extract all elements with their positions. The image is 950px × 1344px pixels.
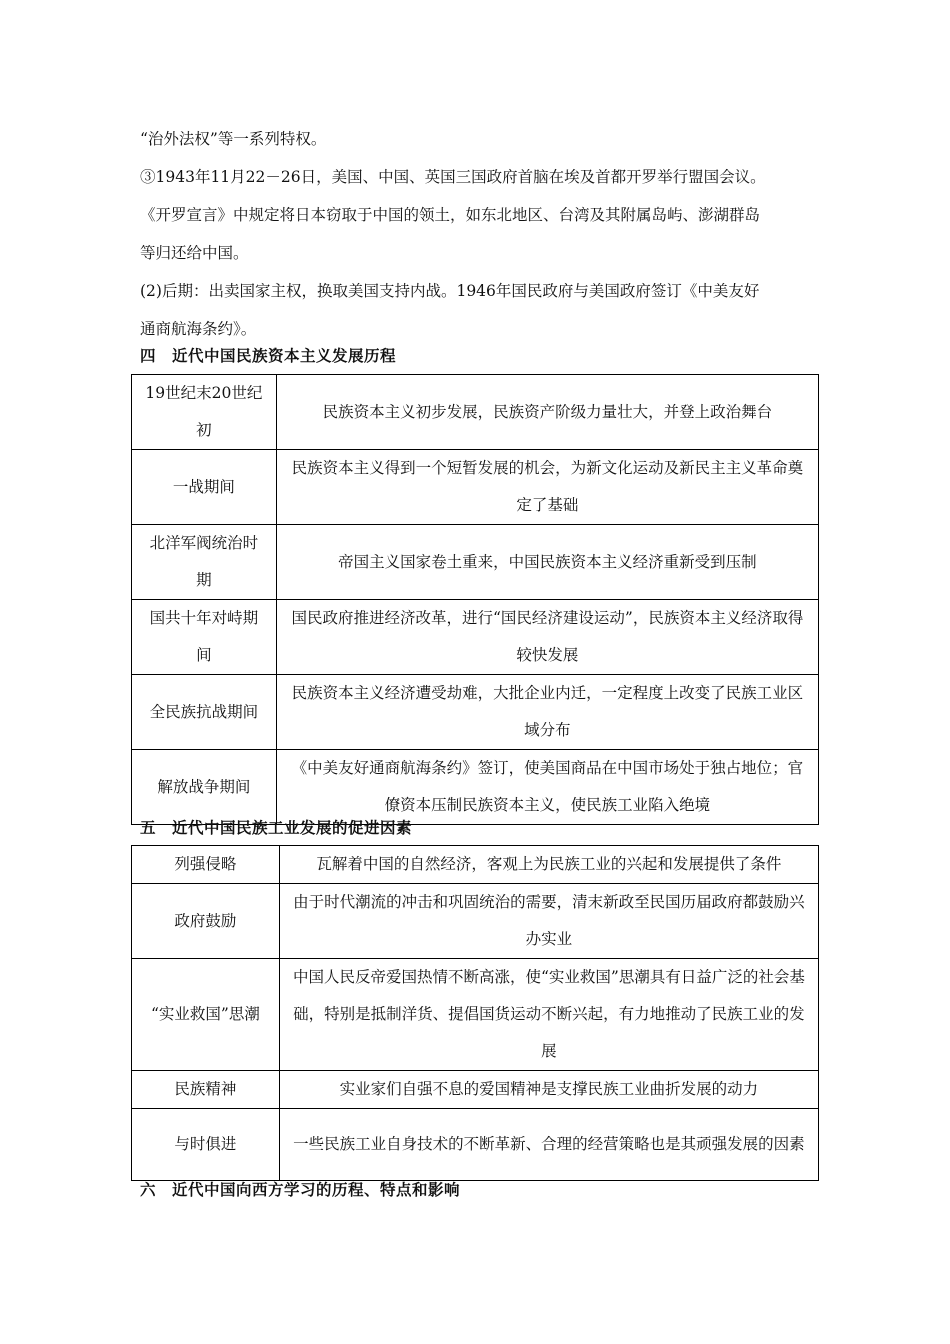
- intro-line: 等归还给中国。: [140, 244, 249, 262]
- intro-line: ③1943年11月22－26日，美国、中国、英国三国政府首脑在埃及首都开罗举行盟国会议。: [140, 168, 766, 186]
- desc-cell: 实业家们自强不息的爱国精神是支撑民族工业曲折发展的动力: [279, 1071, 818, 1109]
- section5-heading: [140, 816, 412, 838]
- section4-heading: [140, 344, 396, 366]
- period-cell: 全民族抗战期间: [132, 675, 277, 750]
- factor-cell: 列强侵略: [132, 846, 280, 884]
- table-row: [132, 375, 819, 450]
- section4-number: 四: [140, 347, 157, 365]
- desc-cell: 国民政府推进经济改革，进行“国民经济建设运动”，民族资本主义经济取得较快发展: [276, 600, 818, 675]
- table-row: [132, 675, 819, 750]
- period-cell: 19世纪末20世纪初: [132, 375, 277, 450]
- factor-cell: “实业救国”思潮: [132, 959, 280, 1071]
- desc-cell: 民族资本主义经济遭受劫难，大批企业内迁，一定程度上改变了民族工业区域分布: [276, 675, 818, 750]
- intro-line: (2)后期：出卖国家主权，换取美国支持内战。1946年国民政府与美国政府签订《中美友好: [140, 282, 760, 300]
- section4-title: 近代中国民族资本主义发展历程: [172, 347, 397, 365]
- desc-cell: 《中美友好通商航海条约》签订，使美国商品在中国市场处于独占地位；官僚资本压制民族资本主义，使民族工业陷入绝境: [276, 750, 818, 825]
- period-cell: 解放战争期间: [132, 750, 277, 825]
- period-cell: 北洋军阀统治时期: [132, 525, 277, 600]
- section6-number: 六: [140, 1181, 157, 1199]
- intro-paragraph: [140, 120, 830, 348]
- intro-line: “治外法权”等一系列特权。: [140, 130, 327, 148]
- capitalism-history-table: [131, 374, 819, 825]
- section5-title: 近代中国民族工业发展的促进因素: [172, 819, 413, 837]
- factor-cell: 民族精神: [132, 1071, 280, 1109]
- table-row: [132, 1071, 819, 1109]
- table-row: [132, 959, 819, 1071]
- section5-number: 五: [140, 819, 157, 837]
- table-row: [132, 846, 819, 884]
- table-row: [132, 450, 819, 525]
- desc-cell: 一些民族工业自身技术的不断革新、合理的经营策略也是其顽强发展的因素: [279, 1109, 818, 1181]
- factor-cell: 政府鼓励: [132, 884, 280, 959]
- table-row: [132, 1109, 819, 1181]
- table-row: [132, 884, 819, 959]
- desc-cell: 帝国主义国家卷土重来，中国民族资本主义经济重新受到压制: [276, 525, 818, 600]
- table-row: [132, 525, 819, 600]
- factor-cell: 与时俱进: [132, 1109, 280, 1181]
- desc-cell: 由于时代潮流的冲击和巩固统治的需要，清末新政至民国历届政府都鼓励兴办实业: [279, 884, 818, 959]
- table-row: [132, 600, 819, 675]
- period-cell: 一战期间: [132, 450, 277, 525]
- industry-factors-table: [131, 845, 819, 1181]
- desc-cell: 民族资本主义初步发展，民族资产阶级力量壮大，并登上政治舞台: [276, 375, 818, 450]
- intro-line: 通商航海条约》。: [140, 320, 257, 338]
- table-row: [132, 750, 819, 825]
- intro-line: 《开罗宣言》中规定将日本窃取于中国的领土，如东北地区、台湾及其附属岛屿、澎湖群岛: [140, 206, 761, 224]
- desc-cell: 民族资本主义得到一个短暂发展的机会，为新文化运动及新民主主义革命奠定了基础: [276, 450, 818, 525]
- section6-title: 近代中国向西方学习的历程、特点和影响: [172, 1181, 461, 1199]
- section6-heading: [140, 1178, 460, 1200]
- period-cell: 国共十年对峙期间: [132, 600, 277, 675]
- desc-cell: 中国人民反帝爱国热情不断高涨，使“实业救国”思潮具有日益广泛的社会基础，特别是抵制洋货、提倡国货运动不断兴起，有力地推动了民族工业的发展: [279, 959, 818, 1071]
- desc-cell: 瓦解着中国的自然经济，客观上为民族工业的兴起和发展提供了条件: [279, 846, 818, 884]
